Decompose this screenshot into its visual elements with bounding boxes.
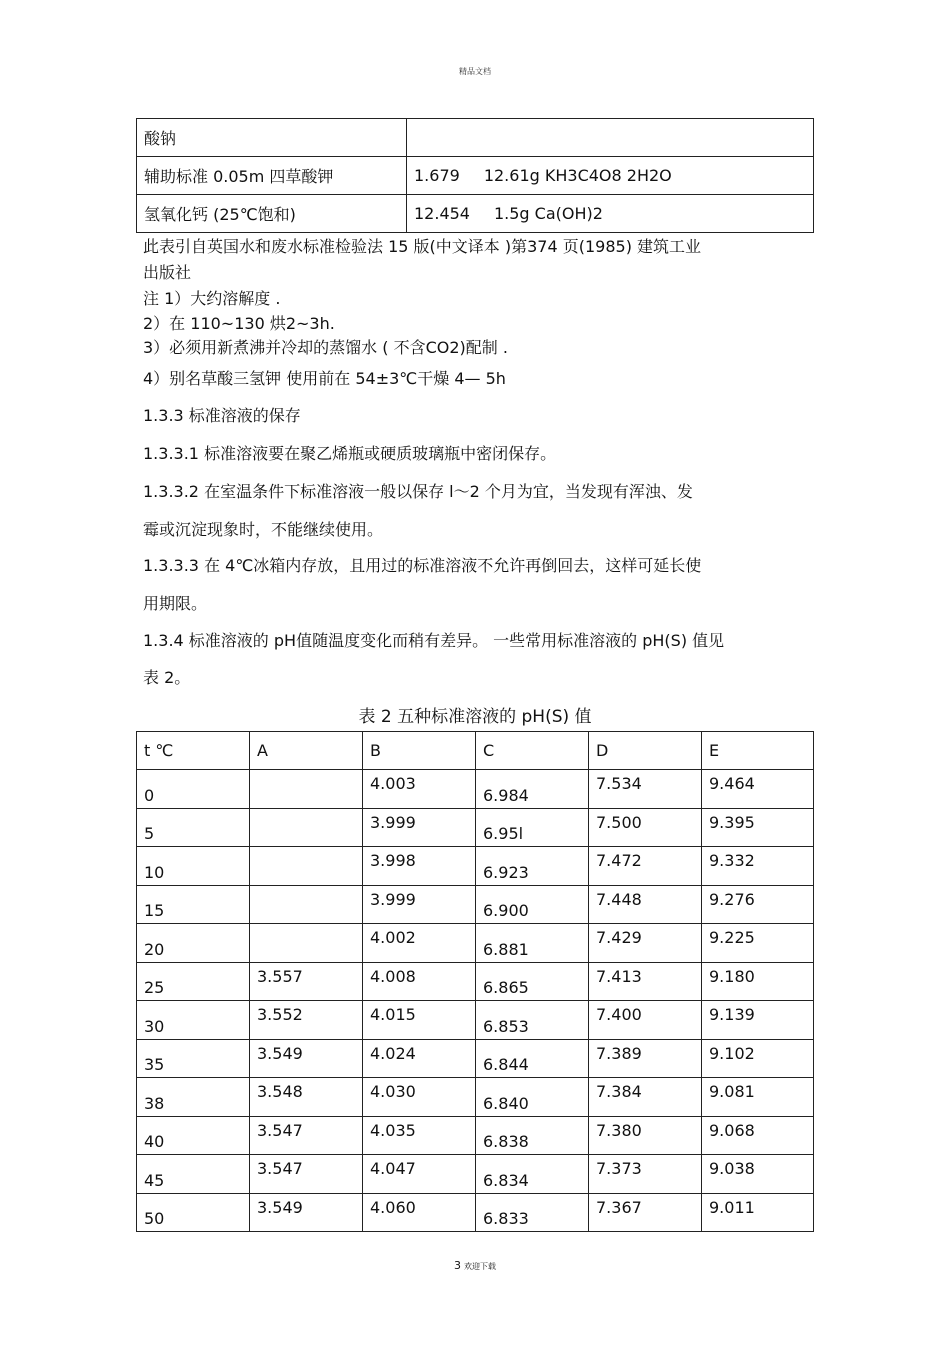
table-cell: 15 xyxy=(137,885,250,924)
table-cell: 7.429 xyxy=(589,924,702,963)
column-header: A xyxy=(250,732,363,770)
table-cell: 3.557 xyxy=(250,962,363,1001)
table-cell: 9.332 xyxy=(702,847,814,886)
footer-text: 欢迎下载 xyxy=(464,1262,496,1271)
table-cell: 6.834 xyxy=(476,1155,589,1194)
table-cell: 9.464 xyxy=(702,770,814,809)
table-cell: 9.180 xyxy=(702,962,814,1001)
table-cell: 6.95l xyxy=(476,808,589,847)
page-number: 3 xyxy=(454,1259,461,1272)
recipe-value: 1.5g Ca(OH)2 xyxy=(493,204,603,223)
table-cell: 6.838 xyxy=(476,1116,589,1155)
note-4: 4）别名草酸三氢钾 使用前在 54±3℃干燥 4— 5h xyxy=(143,369,506,388)
table-cell: 9.068 xyxy=(702,1116,814,1155)
page-footer xyxy=(0,1259,950,1272)
table-cell: 4.015 xyxy=(363,1001,476,1040)
ph-value: 1.679 xyxy=(414,166,460,185)
table-cell: 7.367 xyxy=(589,1193,702,1232)
source-note: 此表引自英国水和废水标准检验法 15 版(中文译本 )第374 页(1985) 建筑工业 xyxy=(143,237,702,256)
table-cell: 7.448 xyxy=(589,885,702,924)
table-cell: 9.081 xyxy=(702,1078,814,1117)
table-row xyxy=(137,847,814,886)
table-cell: 9.225 xyxy=(702,924,814,963)
column-header: t ℃ xyxy=(137,732,250,770)
table-cell: 3.549 xyxy=(250,1039,363,1078)
page-header: 精品文档 xyxy=(459,67,491,76)
table-cell: 4.030 xyxy=(363,1078,476,1117)
table-cell: 6.844 xyxy=(476,1039,589,1078)
table-caption: 表 2 五种标准溶液的 pH(S) 值 xyxy=(358,707,592,727)
table-cell: 25 xyxy=(137,962,250,1001)
table-row xyxy=(137,1155,814,1194)
table-cell xyxy=(407,119,814,157)
column-header: D xyxy=(589,732,702,770)
table-cell: 辅助标准 0.05m 四草酸钾 xyxy=(137,157,407,195)
table-cell: 6.840 xyxy=(476,1078,589,1117)
table-cell: 7.500 xyxy=(589,808,702,847)
table-cell: 4.035 xyxy=(363,1116,476,1155)
table-cell: 9.038 xyxy=(702,1155,814,1194)
table-cell: 7.400 xyxy=(589,1001,702,1040)
table-cell: 7.472 xyxy=(589,847,702,886)
table-cell: 3.547 xyxy=(250,1116,363,1155)
table-cell: 9.395 xyxy=(702,808,814,847)
table-cell: 3.999 xyxy=(363,885,476,924)
table-cell: 5 xyxy=(137,808,250,847)
table-cell: 3.549 xyxy=(250,1193,363,1232)
table-cell xyxy=(250,808,363,847)
table-cell: 7.384 xyxy=(589,1078,702,1117)
table-cell: 50 xyxy=(137,1193,250,1232)
table-cell: 38 xyxy=(137,1078,250,1117)
table-cell: 9.102 xyxy=(702,1039,814,1078)
table-cell: 3.552 xyxy=(250,1001,363,1040)
table-cell: 6.923 xyxy=(476,847,589,886)
table-cell: 9.011 xyxy=(702,1193,814,1232)
table-row xyxy=(137,1116,814,1155)
table-row xyxy=(137,195,814,233)
table-row xyxy=(137,1078,814,1117)
table-cell: 45 xyxy=(137,1155,250,1194)
table-cell: 9.276 xyxy=(702,885,814,924)
note-2: 2）在 110~130 烘2~3h. xyxy=(143,314,335,333)
note-1: 注 1）大约溶解度 . xyxy=(143,289,281,308)
table-cell: 4.002 xyxy=(363,924,476,963)
section-heading: 1.3.3 标准溶液的保存 xyxy=(143,406,301,425)
note-3: 3）必须用新煮沸并冷却的蒸馏水 ( 不含CO2)配制 . xyxy=(143,338,508,357)
table-cell xyxy=(250,924,363,963)
standard-solutions-table-continued xyxy=(136,118,814,233)
table-row xyxy=(137,808,814,847)
paragraph-cont: 霉或沉淀现象时，不能继续使用。 xyxy=(143,520,384,539)
table-cell: 0 xyxy=(137,770,250,809)
table-row xyxy=(137,770,814,809)
table-cell: 20 xyxy=(137,924,250,963)
table-cell: 7.413 xyxy=(589,962,702,1001)
table-row xyxy=(137,1001,814,1040)
table-cell: 酸钠 xyxy=(137,119,407,157)
table-header-row xyxy=(137,732,814,770)
table-cell: 4.047 xyxy=(363,1155,476,1194)
table-cell: 4.008 xyxy=(363,962,476,1001)
table-cell: 35 xyxy=(137,1039,250,1078)
paragraph-cont: 表 2。 xyxy=(143,668,191,687)
table-cell: 6.833 xyxy=(476,1193,589,1232)
table-cell xyxy=(407,195,814,233)
table-cell: 9.139 xyxy=(702,1001,814,1040)
table-cell xyxy=(407,157,814,195)
table-cell: 4.003 xyxy=(363,770,476,809)
recipe-value: 12.61g KH3C4O8 2H2O xyxy=(483,166,672,185)
table-cell: 4.024 xyxy=(363,1039,476,1078)
table-row xyxy=(137,924,814,963)
table-cell: 6.853 xyxy=(476,1001,589,1040)
table-cell: 6.900 xyxy=(476,885,589,924)
column-header: B xyxy=(363,732,476,770)
ph-values-table xyxy=(136,731,814,1232)
paragraph-cont: 用期限。 xyxy=(143,594,208,613)
source-note-cont: 出版社 xyxy=(143,263,192,282)
table-cell: 3.999 xyxy=(363,808,476,847)
table-cell: 6.881 xyxy=(476,924,589,963)
table-cell: 30 xyxy=(137,1001,250,1040)
table-cell: 10 xyxy=(137,847,250,886)
table-row xyxy=(137,885,814,924)
table-cell xyxy=(250,885,363,924)
table-row xyxy=(137,157,814,195)
ph-value: 12.454 xyxy=(414,204,470,223)
table-row xyxy=(137,1193,814,1232)
table-cell: 7.389 xyxy=(589,1039,702,1078)
paragraph: 1.3.4 标准溶液的 pH值随温度变化而稍有差异。 一些常用标准溶液的 pH(S) 值见 xyxy=(143,631,725,650)
table-cell: 6.865 xyxy=(476,962,589,1001)
table-row xyxy=(137,1039,814,1078)
column-header: C xyxy=(476,732,589,770)
paragraph: 1.3.3.1 标准溶液要在聚乙烯瓶或硬质玻璃瓶中密闭保存。 xyxy=(143,444,557,463)
table-row xyxy=(137,119,814,157)
table-cell: 7.534 xyxy=(589,770,702,809)
table-cell: 氢氧化钙 (25℃饱和) xyxy=(137,195,407,233)
column-header: E xyxy=(702,732,814,770)
table-cell: 40 xyxy=(137,1116,250,1155)
table-cell: 6.984 xyxy=(476,770,589,809)
table-cell: 3.548 xyxy=(250,1078,363,1117)
table-cell: 7.380 xyxy=(589,1116,702,1155)
table-cell xyxy=(250,847,363,886)
table-cell: 3.998 xyxy=(363,847,476,886)
table-row xyxy=(137,962,814,1001)
table-cell: 7.373 xyxy=(589,1155,702,1194)
table-cell: 4.060 xyxy=(363,1193,476,1232)
table-cell xyxy=(250,770,363,809)
table-cell: 3.547 xyxy=(250,1155,363,1194)
paragraph: 1.3.3.2 在室温条件下标准溶液一般以保存 l～2 个月为宜，当发现有浑浊、发 xyxy=(143,482,693,501)
paragraph: 1.3.3.3 在 4℃冰箱内存放，且用过的标准溶液不允许再倒回去，这样可延长使 xyxy=(143,556,702,575)
